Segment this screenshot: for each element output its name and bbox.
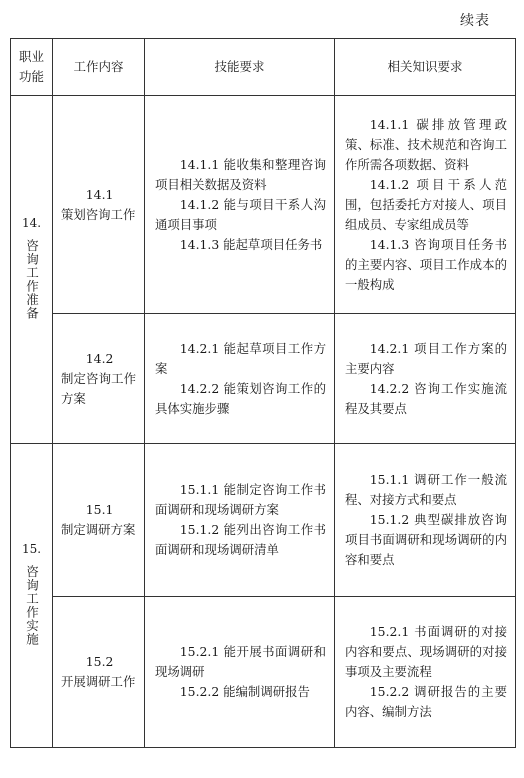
- skills-cell: 15.2.1 能开展书面调研和现场调研 15.2.2 能编制调研报告: [145, 597, 335, 748]
- work-cell: 14.2 制定咨询工作方案: [53, 314, 145, 444]
- header-skills: 技能要求: [145, 39, 335, 96]
- table-row: [11, 444, 516, 597]
- skills-cell: 14.2.1 能起草项目工作方案 14.2.2 能策划咨询工作的具体实施步骤: [145, 314, 335, 444]
- skills-table: [10, 38, 516, 748]
- function-number: 14.: [21, 216, 42, 230]
- function-title: 咨询工作实施: [24, 565, 40, 646]
- continued-label: 续表: [460, 13, 490, 29]
- table-header-row: [11, 39, 516, 96]
- work-cell: 14.1 策划咨询工作: [53, 96, 145, 314]
- skills-cell: 14.1.1 能收集和整理咨询项目相关数据及资料 14.1.2 能与项目干系人沟通项目事项 14.1.3 能起草项目任务书: [145, 96, 335, 314]
- skills-cell: 15.1.1 能制定咨询工作书面调研和现场调研方案 15.1.2 能列出咨询工作书面调研和现场调研清单: [145, 444, 335, 597]
- table-row: [11, 597, 516, 748]
- header-function: 职业功能: [11, 39, 53, 96]
- work-cell: 15.1 制定调研方案: [53, 444, 145, 597]
- table-row: [11, 96, 516, 314]
- work-cell: 15.2 开展调研工作: [53, 597, 145, 748]
- function-title: 咨询工作准备: [24, 239, 40, 320]
- function-cell-14: [11, 96, 53, 444]
- function-number: 15.: [21, 542, 42, 556]
- header-work: 工作内容: [53, 39, 145, 96]
- knowledge-cell: 15.1.1 调研工作一般流程、对接方式和要点 15.1.2 典型碳排放咨询项目书面调研和现场调研的内容和要点: [335, 444, 516, 597]
- table-row: [11, 314, 516, 444]
- knowledge-cell: 15.2.1 书面调研的对接内容和要点、现场调研的对接事项及主要流程 15.2.2 调研报告的主要内容、编制方法: [335, 597, 516, 748]
- header-knowledge: 相关知识要求: [335, 39, 516, 96]
- knowledge-cell: 14.1.1 碳排放管理政策、标准、技术规范和咨询工作所需各项数据、资料 14.1.2 项目干系人范围，包括委托方对接人、项目组成员、专家组成员等 14.1.3 咨询项目任务书的主要内容、项目工作成本的一般构成: [335, 96, 516, 314]
- function-cell-15: [11, 444, 53, 748]
- knowledge-cell: 14.2.1 项目工作方案的主要内容 14.2.2 咨询工作实施流程及其要点: [335, 314, 516, 444]
